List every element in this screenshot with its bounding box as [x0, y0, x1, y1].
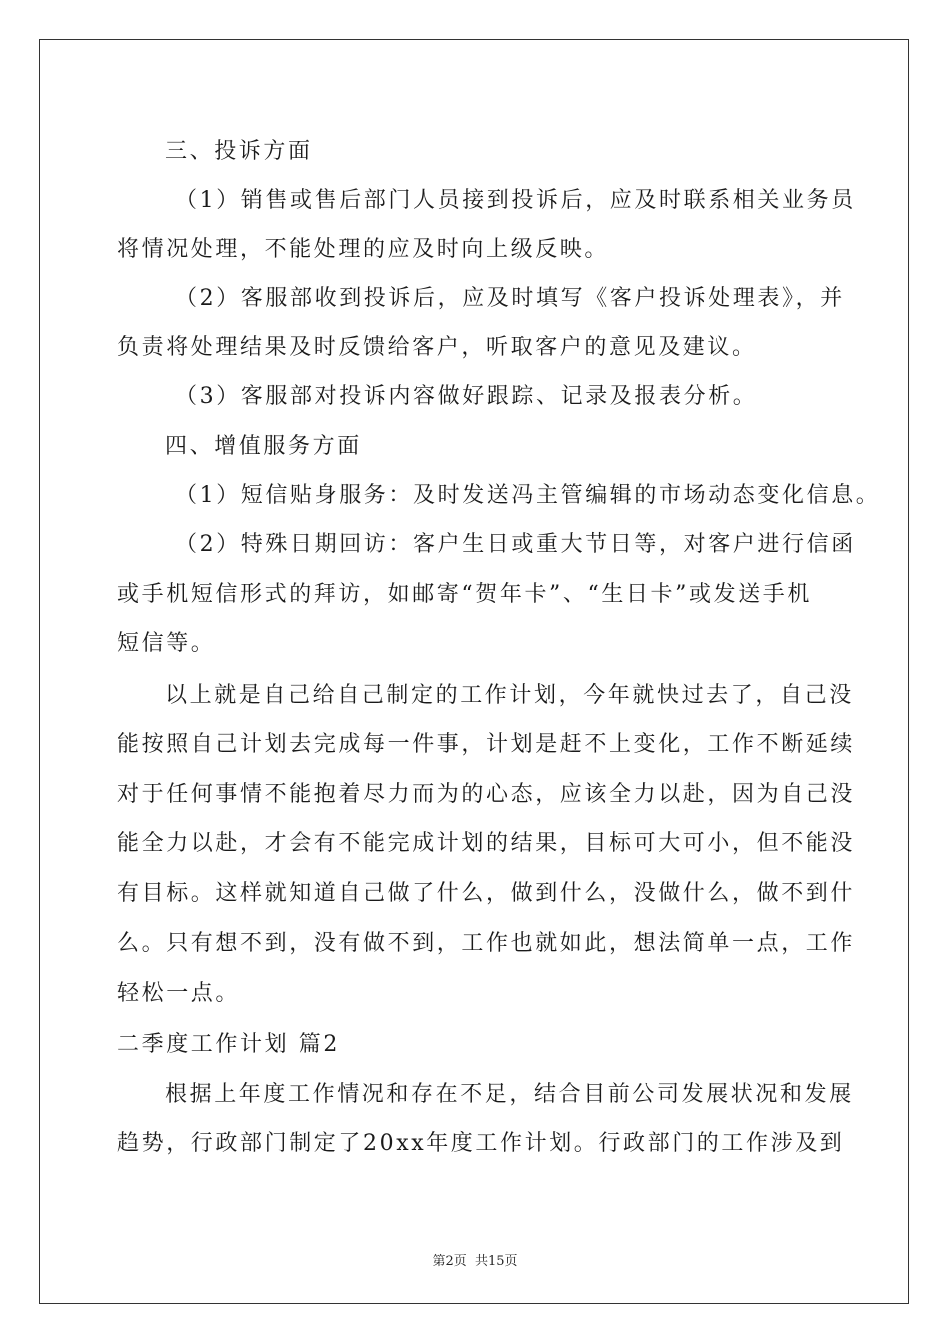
section-heading-value-added: 四、增值服务方面: [165, 434, 362, 459]
paragraph-line: （2）特殊日期回访：客户生日或重大节日等，对客户进行信函: [175, 532, 856, 557]
paragraph-line: 轻松一点。: [117, 981, 241, 1006]
paragraph-line: 么。只有想不到，没有做不到，工作也就如此，想法简单一点，工作: [117, 931, 856, 956]
article-title: 二季度工作计划 篇2: [117, 1032, 340, 1057]
page-footer: [0, 1250, 950, 1269]
page-total: 共15页: [474, 1254, 518, 1269]
paragraph-line: 对于任何事情不能抱着尽力而为的心态，应该全力以赴，因为自己没: [117, 782, 856, 807]
paragraph-line: （1）短信贴身服务：及时发送冯主管编辑的市场动态变化信息。: [175, 483, 881, 508]
paragraph-line: 能全力以赴，才会有不能完成计划的结果，目标可大可小，但不能没: [117, 831, 856, 856]
paragraph-line: 能按照自己计划去完成每一件事，计划是赶不上变化，工作不断延续: [117, 732, 856, 757]
paragraph-line: 短信等。: [117, 631, 216, 656]
section-heading-complaints: 三、投诉方面: [165, 139, 313, 164]
paragraph-line: 或手机短信形式的拜访，如邮寄“贺年卡”、“生日卡”或发送手机: [117, 582, 812, 607]
paragraph-line: 将情况处理，不能处理的应及时向上级反映。: [117, 237, 610, 262]
paragraph-line: （1）销售或售后部门人员接到投诉后，应及时联系相关业务员: [175, 188, 856, 213]
page-number: 第2页: [432, 1254, 467, 1269]
paragraph-line: 趋势，行政部门制定了20xx年度工作计划。行政部门的工作涉及到: [117, 1131, 845, 1156]
paragraph-line: 以上就是自己给自己制定的工作计划，今年就快过去了，自己没: [165, 683, 854, 708]
paragraph-line: 负责将处理结果及时反馈给客户，听取客户的意见及建议。: [117, 335, 757, 360]
paragraph-line: 有目标。这样就知道自己做了什么，做到什么，没做什么，做不到什: [117, 881, 856, 906]
paragraph-line: （3）客服部对投诉内容做好跟踪、记录及报表分析。: [175, 384, 758, 409]
paragraph-line: 根据上年度工作情况和存在不足，结合目前公司发展状况和发展: [165, 1082, 854, 1107]
paragraph-line: （2）客服部收到投诉后，应及时填写《客户投诉处理表》，并: [175, 286, 845, 311]
